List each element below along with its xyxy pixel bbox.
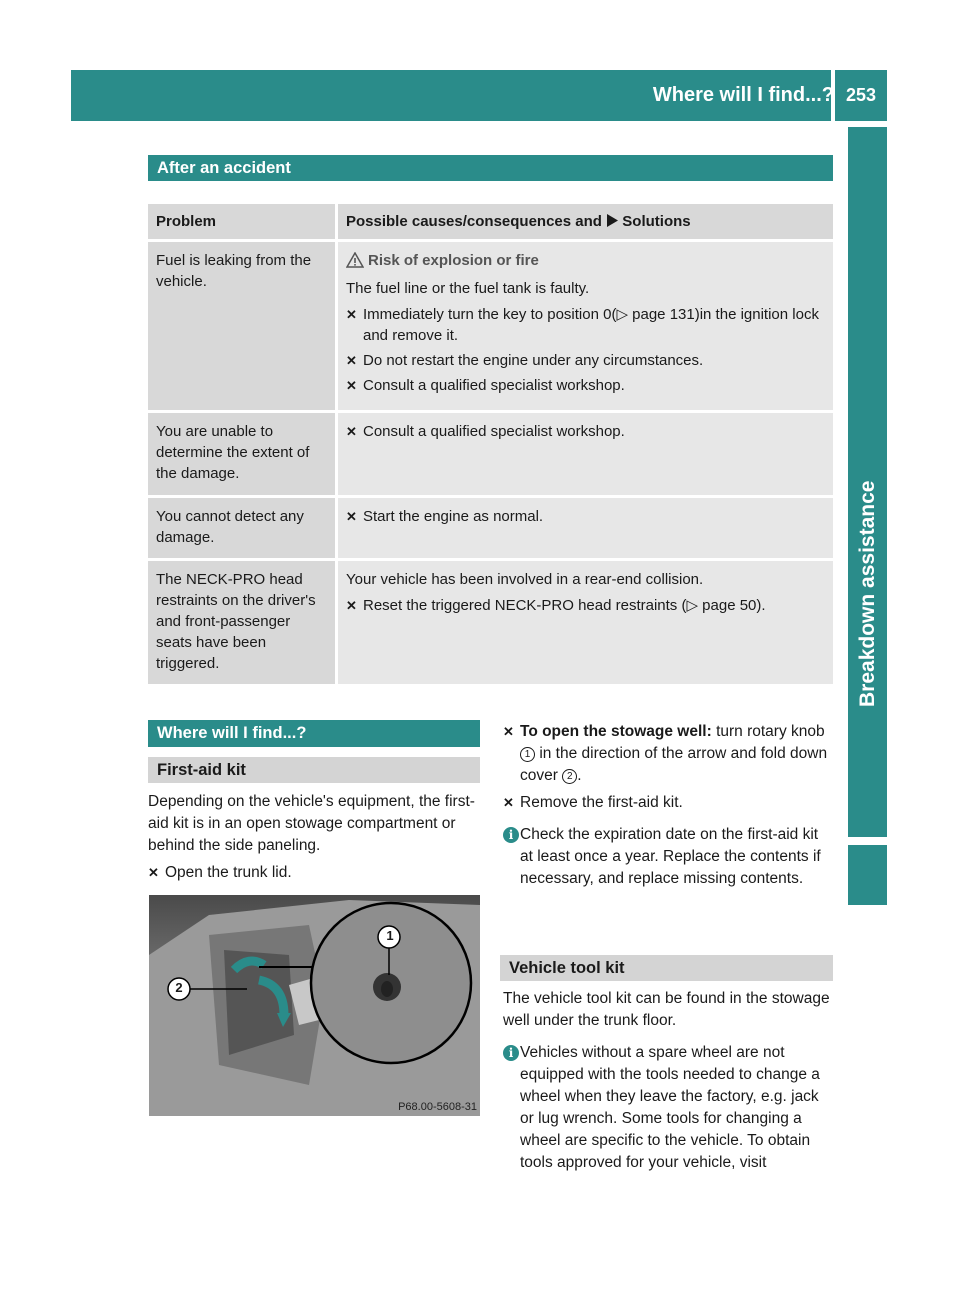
step-text: Consult a qualified specialist workshop.: [363, 377, 625, 394]
step-text: Immediately turn the key to position 0(▷ page 131)in the ignition lock and remove it.: [363, 306, 819, 344]
accident-table: [148, 201, 833, 687]
table-header-row: [148, 204, 833, 239]
play-arrow-icon: [606, 214, 618, 227]
info-icon: i: [503, 827, 519, 843]
callout-2-label: 2: [175, 980, 183, 995]
step-item: [346, 421, 825, 442]
solution-cell: [335, 242, 833, 410]
tool-kit-body: [503, 988, 835, 1174]
step-arrow-icon: ✕: [346, 424, 357, 439]
problem-cell: The NECK-PRO head restraints on the driver's and front-passenger seats have been triggered.: [148, 561, 335, 684]
first-aid-intro-text: Depending on the vehicle's equipment, the first-aid kit is in an open stowage compartment or behind the side paneling.: [148, 793, 475, 854]
warning-text: Risk of explosion or fire: [368, 252, 539, 269]
problem-cell: Fuel is leaking from the vehicle.: [148, 242, 335, 410]
subsection-title-tool-kit: Vehicle tool kit: [500, 955, 833, 981]
info-note: [503, 824, 835, 890]
callout-2-icon: 2: [562, 769, 577, 784]
col-header-solutions: [335, 204, 833, 239]
problem-cell: You cannot detect any damage.: [148, 498, 335, 558]
step-item: [346, 595, 825, 616]
solution-cell: [335, 561, 833, 684]
step-text: Remove the first-aid kit.: [520, 794, 683, 811]
info-icon: i: [503, 1045, 519, 1061]
trunk-illustration: [149, 895, 480, 1116]
cause-text: Your vehicle has been involved in a rear-end collision.: [346, 571, 704, 588]
step-bold-label: To open the stowage well:: [520, 723, 712, 740]
info-text: Vehicles without a spare wheel are not equipped with the tools needed to change a wheel when they leave the factory, e.g. jack or lug wrench. Some tools for changing a wheel are specific to the vehicle. To obtain tools approved for your vehicle, visit: [520, 1044, 820, 1171]
step-arrow-icon: ✕: [346, 598, 357, 613]
table-row: [148, 561, 833, 684]
step-text: Open the trunk lid.: [165, 864, 292, 881]
side-tab-label: Breakdown assistance: [856, 480, 879, 707]
table-row: [148, 242, 833, 410]
step-arrow-icon: ✕: [346, 378, 357, 393]
warning-line: [346, 250, 825, 271]
step-text: Start the engine as normal.: [363, 508, 544, 525]
step-item: [346, 350, 825, 371]
step-text: turn rotary knob: [716, 723, 825, 740]
callout-1-icon: 1: [520, 747, 535, 762]
step-item: [346, 375, 825, 396]
info-note: [503, 1042, 835, 1174]
subsection-title-first-aid: First-aid kit: [148, 757, 480, 783]
step-item: [503, 792, 835, 814]
step-arrow-icon: ✕: [503, 795, 514, 810]
step-item: [346, 304, 825, 346]
step-item: ✕ To open the stowage well: turn rotary knob 1 in the direction of the arrow and fold down cover 2 .: [503, 723, 828, 784]
table-row: [148, 498, 833, 558]
step-item: [346, 506, 825, 527]
col-header-problem: Problem: [148, 204, 335, 239]
page-number: 253: [835, 70, 887, 121]
step-item: [148, 862, 480, 884]
step-text: Reset the triggered NECK-PRO head restraints (▷ page 50).: [363, 597, 766, 614]
section-title-after-accident: After an accident: [148, 155, 833, 181]
info-text: Check the expiration date on the first-aid kit at least once a year. Replace the contents if necessary, and replace missing contents.: [520, 826, 821, 887]
first-aid-intro: [148, 791, 480, 888]
trunk-photo: [149, 895, 480, 1116]
step-arrow-icon: ✕: [346, 307, 357, 322]
solution-cell: [335, 413, 833, 495]
tool-kit-intro: The vehicle tool kit can be found in the stowage well under the trunk floor.: [503, 990, 830, 1029]
side-tab-marker: [848, 845, 887, 905]
page-header-title: Where will I find...?: [652, 84, 834, 106]
step-arrow-icon: ✕: [346, 509, 357, 524]
col-header-solutions-a: Possible causes/consequences and: [346, 213, 602, 230]
step-arrow-icon: ✕: [346, 353, 357, 368]
solution-cell: [335, 498, 833, 558]
image-code: P68.00-5608-31: [398, 1101, 477, 1113]
section-title-where-find: Where will I find...?: [148, 720, 480, 747]
step-text: Consult a qualified specialist workshop.: [363, 423, 625, 440]
callout-1-label: 1: [386, 928, 394, 943]
table-row: [148, 413, 833, 495]
col-header-solutions-b: Solutions: [622, 213, 691, 230]
step-arrow-icon: ✕: [148, 865, 159, 880]
warning-triangle-icon: [346, 252, 364, 268]
problem-cell: You are unable to determine the extent of the damage.: [148, 413, 335, 495]
step-text: in the direction of the arrow and fold down cover: [520, 745, 828, 784]
right-column: [503, 721, 835, 890]
cause-text: The fuel line or the fuel tank is faulty.: [346, 280, 590, 297]
step-text: Do not restart the engine under any circumstances.: [363, 352, 704, 369]
step-arrow-icon: ✕: [503, 724, 514, 739]
